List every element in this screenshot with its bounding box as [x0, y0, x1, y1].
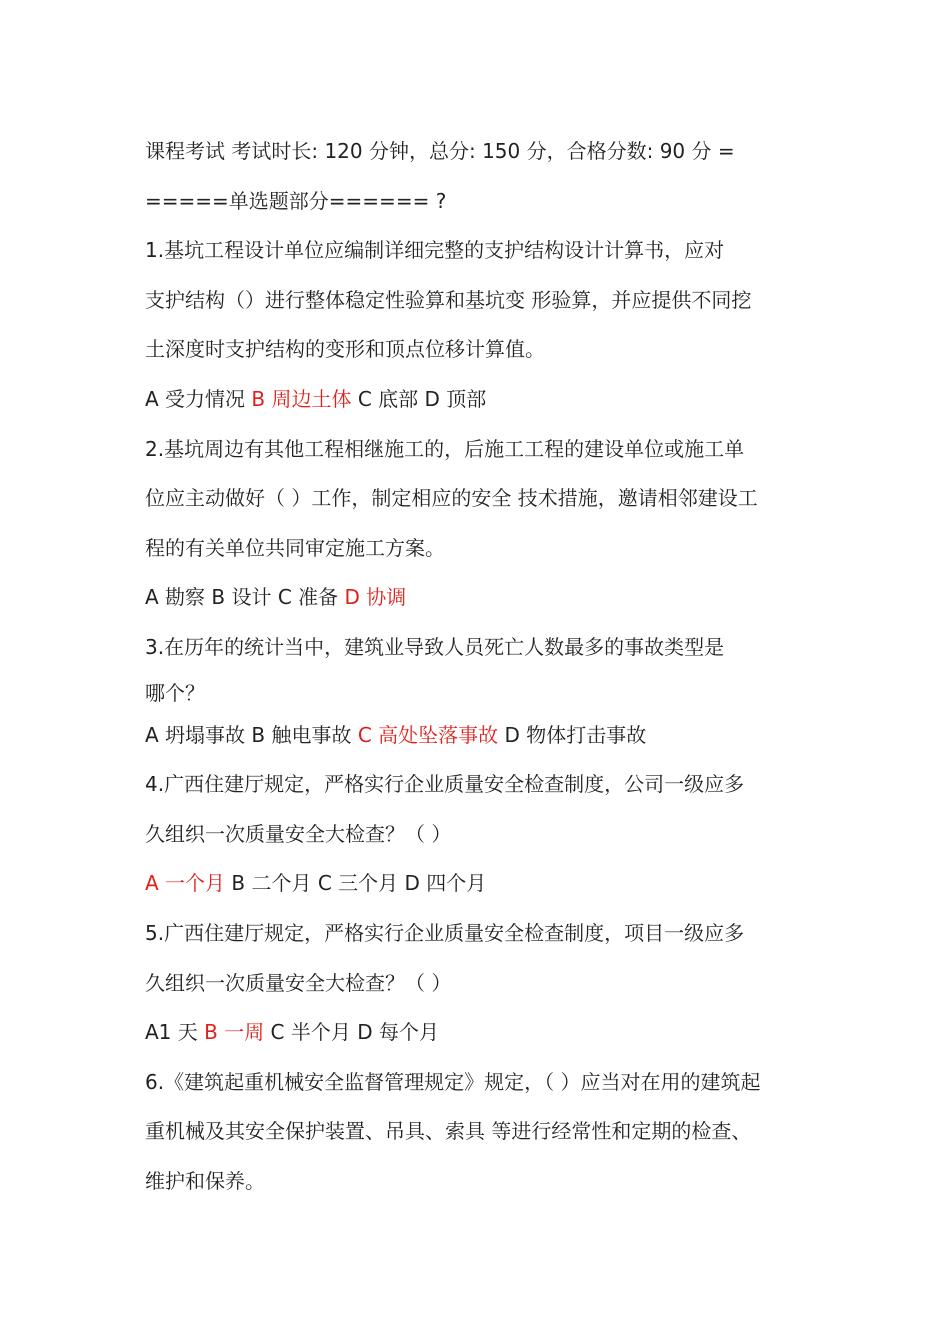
question-1-text: 1.基坑工程设计单位应编制详细完整的支护结构设计计算书，应对	[145, 238, 725, 263]
question-1-text: 土深度时支护结构的变形和顶点位移计算值。	[145, 337, 545, 362]
question-6-text: 维护和保养。	[145, 1168, 265, 1193]
option-text: C 底部 D 顶部	[351, 386, 487, 411]
option-text: B 二个月 C 三个月 D 四个月	[225, 871, 487, 896]
question-2-text: 位应主动做好（ ）工作，制定相应的安全 技术措施，邀请相邻建设工	[145, 486, 758, 511]
question-2-options	[145, 574, 815, 624]
document-content	[145, 128, 815, 1207]
question-4-text: 久组织一次质量安全大检查？（ ）	[145, 821, 452, 846]
option-text: A 受力情况	[145, 386, 252, 411]
option-text: D 物体打击事故	[498, 722, 647, 747]
question-1-text: 支护结构（）进行整体稳定性验算和基坑变 形验算，并应提供不同挖	[145, 287, 752, 312]
question-5-options	[145, 1009, 815, 1059]
question-4-text: 4.广西住建厅规定，严格实行企业质量安全检查制度，公司一级应多	[145, 772, 745, 797]
option-text: A 坍塌事故 B 触电事故	[145, 722, 358, 747]
option-text: C 半个月 D 每个月	[264, 1020, 439, 1045]
question-5-text: 5.广西住建厅规定，严格实行企业质量安全检查制度，项目一级应多	[145, 920, 745, 945]
question-5-text: 久组织一次质量安全大检查？（ ）	[145, 970, 452, 995]
correct-answer: A 一个月	[145, 871, 226, 896]
question-2-text: 2.基坑周边有其他工程相继施工的，后施工工程的建设单位或施工单	[145, 436, 745, 461]
option-text: A1 天	[145, 1020, 205, 1045]
question-1-options	[145, 376, 815, 426]
correct-answer: D 协调	[344, 585, 407, 610]
question-4-options	[145, 860, 815, 910]
question-3-options	[145, 712, 815, 762]
exam-header-line-2: =====单选题部分====== ?	[145, 188, 447, 213]
question-6-text: 6.《建筑起重机械安全监督管理规定》规定，（ ）应当对在用的建筑起	[145, 1069, 761, 1094]
question-2-text: 程的有关单位共同审定施工方案。	[145, 535, 445, 560]
question-3-text: 3.在历年的统计当中，建筑业导致人员死亡人数最多的事故类型是	[145, 634, 725, 659]
option-text: A 勘察 B 设计 C 准备	[145, 585, 345, 610]
correct-answer: B 一周	[204, 1020, 265, 1045]
correct-answer: B 周边土体	[251, 386, 352, 411]
correct-answer: C 高处坠落事故	[357, 722, 499, 747]
question-3-text: 哪个？	[145, 680, 205, 705]
exam-header-line-1: 课程考试 考试时长: 120 分钟，总分: 150 分，合格分数: 90 分 =	[145, 139, 735, 163]
question-6-text: 重机械及其安全保护装置、吊具、索具 等进行经常性和定期的检查、	[145, 1119, 752, 1144]
